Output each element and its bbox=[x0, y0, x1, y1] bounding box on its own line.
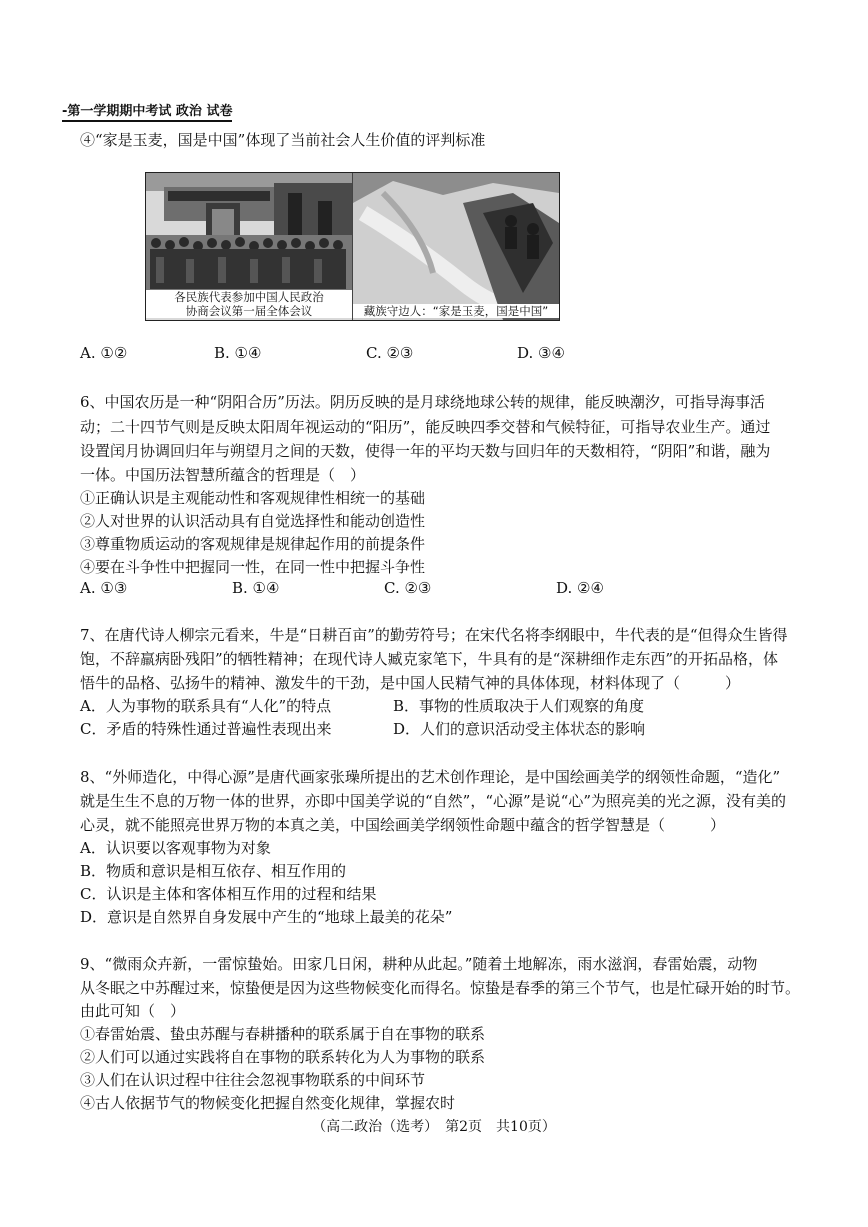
q6-option-a: A. ①③ bbox=[80, 579, 128, 597]
q9-item-4: ④古人依据节气的物候变化把握自然变化规律，掌握农时 bbox=[80, 1094, 456, 1112]
q8-option-d: D．意识是自然界自身发展中产生的“地球上最美的花朵” bbox=[80, 908, 453, 926]
q5-option-b: B. ①④ bbox=[214, 344, 262, 362]
q9-item-3: ③人们在认识过程中往往会忽视事物联系的中间环节 bbox=[80, 1071, 426, 1089]
q5-item-4: ④“家是玉麦，国是中国”体现了当前社会人生价值的评判标准 bbox=[80, 131, 486, 149]
q6-item-2: ②人对世界的认识活动具有自觉选择性和能动创造性 bbox=[80, 512, 426, 530]
q8-line-1: 8、“外师造化，中得心源”是唐代画家张璪所提出的艺术创作理论，是中国绘画美学的纲领性命题，“造化” bbox=[80, 768, 781, 786]
caption-line-1: 各民族代表参加中国人民政治 bbox=[174, 290, 324, 304]
q6-option-c: C. ②③ bbox=[384, 579, 432, 597]
exam-header: -第一学期期中考试 政治 试卷 bbox=[62, 100, 232, 122]
q9-line-3: 由此可知（ ） bbox=[80, 1002, 186, 1020]
q9-item-2: ②人们可以通过实践将自在事物的联系转化为人为事物的联系 bbox=[80, 1048, 486, 1066]
q7-line-2: 饱，不辞羸病卧残阳”的牺牲精神；在现代诗人臧克家笔下，牛具有的是“深耕细作走东西”的开拓品格，体 bbox=[80, 650, 779, 668]
q5-option-c: C. ②③ bbox=[366, 344, 414, 362]
q7-line-1: 7、在唐代诗人柳宗元看来，牛是“日耕百亩”的勤劳符号；在宋代名将李纲眼中，牛代表的是“但得众生皆得 bbox=[80, 626, 788, 644]
q6-item-3: ③尊重物质运动的客观规律是规律起作用的前提条件 bbox=[80, 535, 426, 553]
q5-option-a: A. ①② bbox=[80, 344, 128, 362]
border-guard-caption: 藏族守边人：“家是玉麦，国是中国” bbox=[353, 304, 559, 318]
q6-line-4: 一体。中国历法智慧所蕴含的哲理是（ ） bbox=[80, 466, 366, 484]
snowy-mountain-illustration bbox=[353, 173, 559, 320]
q6-line-2: 动；二十四节气则是反映太阳周年视运动的“阳历”，能反映四季交替和气候特征，可指导农业生产。通过 bbox=[80, 418, 771, 436]
cppcc-photo bbox=[146, 173, 353, 320]
q6-line-3: 设置闰月协调回归年与朔望月之间的天数，使得一年的平均天数与回归年的天数相符，“阴阳”和谐，融为 bbox=[80, 442, 771, 460]
q7-option-a: A．人为事物的联系具有“人化”的特点 bbox=[80, 697, 332, 715]
q8-option-b: B．物质和意识是相互依存、相互作用的 bbox=[80, 862, 347, 880]
q9-item-1: ①春雷始震、蛰虫苏醒与春耕播种的联系属于自在事物的联系 bbox=[80, 1025, 486, 1043]
q9-line-1: 9、“微雨众卉新，一雷惊蛰始。田家几日闲，耕种从此起。”随着土地解冻，雨水滋润，春雷始震，动物 bbox=[80, 955, 758, 973]
q7-option-d: D．人们的意识活动受主体状态的影响 bbox=[393, 720, 646, 738]
border-guard-photo bbox=[353, 173, 559, 320]
q8-option-a: A．认识要以客观事物为对象 bbox=[80, 839, 271, 857]
q8-option-c: C．认识是主体和客体相互作用的过程和结果 bbox=[80, 885, 377, 903]
q9-line-2: 从冬眠之中苏醒过来，惊蛰便是因为这些物候变化而得名。惊蛰是春季的第三个节气，也是忙碌开始的时节。 bbox=[80, 979, 801, 997]
q6-option-b: B. ①④ bbox=[232, 579, 280, 597]
q7-option-b: B．事物的性质取决于人们观察的角度 bbox=[393, 697, 645, 715]
illustration-figure bbox=[145, 172, 560, 321]
q7-line-3: 悟牛的品格、弘扬牛的精神、激发牛的干劲，是中国人民精气神的具体体现，材料体现了（ ） bbox=[80, 674, 741, 692]
q7-option-c: C．矛盾的特殊性通过普遍性表现出来 bbox=[80, 720, 332, 738]
q6-item-4: ④要在斗争性中把握同一性，在同一性中把握斗争性 bbox=[80, 558, 426, 576]
q8-line-3: 心灵，就不能照亮世界万物的本真之美，中国绘画美学纲领性命题中蕴含的哲学智慧是（ ） bbox=[80, 816, 726, 834]
page-footer: （高二政治（选考） 第2页 共10页） bbox=[312, 1119, 556, 1135]
q6-item-1: ①正确认识是主观能动性和客观规律性相统一的基础 bbox=[80, 489, 426, 507]
cppcc-photo-caption bbox=[146, 290, 352, 318]
q8-line-2: 就是生生不息的万物一体的世界，亦即中国美学说的“自然”，“心源”是说“心”为照亮美的光之源，没有美的 bbox=[80, 792, 787, 810]
q6-line-1: 6、中国农历是一种“阴阳合历”历法。阴历反映的是月球绕地球公转的规律，能反映潮汐，可指导海事活 bbox=[80, 393, 765, 411]
q6-option-d: D. ②④ bbox=[556, 579, 604, 597]
q5-option-d: D. ③④ bbox=[517, 344, 565, 362]
caption-line-2: 协商会议第一届全体会议 bbox=[185, 304, 313, 318]
